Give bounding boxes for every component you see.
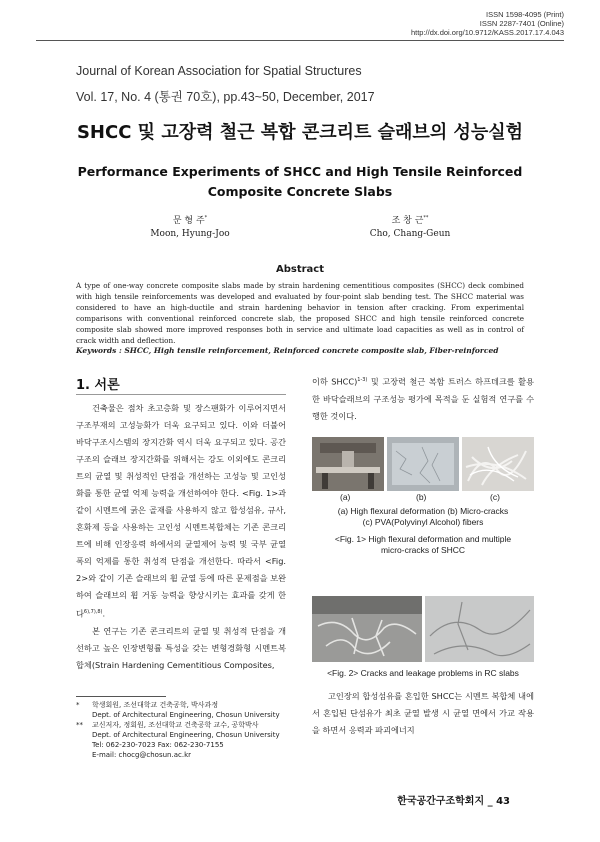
fig1-sub-line1: (a) High flexural deformation (b) Micro-cracks bbox=[337, 506, 509, 516]
section-heading: 1. 서론 bbox=[76, 378, 120, 393]
section-rule bbox=[76, 394, 286, 395]
author-2-mark: ** bbox=[423, 215, 429, 221]
doi-link[interactable]: http://dx.doi.org/10.9712/KASS.2017.17.4.043 bbox=[410, 28, 564, 37]
footnote-1 bbox=[76, 700, 296, 720]
fig1-sub-line2: (c) PVA(Polyvinyl Alcohol) fibers bbox=[362, 517, 484, 527]
keywords: Keywords : SHCC, High tensile reinforcement, Reinforced concrete composite slab, Fiber-reinforced bbox=[76, 346, 499, 355]
footnote-2 bbox=[76, 720, 296, 760]
footnote-2-line3: Tel: 062-230-7023 Fax: 062-230-7155 bbox=[92, 741, 224, 749]
fig1-label-a: (a) bbox=[340, 492, 351, 502]
fig2-caption: <Fig. 2> Cracks and leakage problems in RC slabs bbox=[327, 668, 519, 678]
issn-online: ISSN 2287-7401 (Online) bbox=[479, 19, 564, 28]
title-english-line2: Composite Concrete Slabs bbox=[207, 184, 393, 199]
fig1-label-b: (b) bbox=[416, 492, 427, 502]
author-2-korean: 조 창 근 bbox=[391, 216, 424, 226]
author-1-mark: * bbox=[204, 215, 208, 221]
footnote-1-line2: Dept. of Architectural Engineering, Chosun University bbox=[92, 711, 280, 719]
fig2-right-image bbox=[425, 596, 534, 662]
footnote-2-mark: ** bbox=[76, 721, 83, 729]
header-rule bbox=[36, 40, 564, 41]
footnote-2-line2: Dept. of Architectural Engineering, Chosun University bbox=[92, 731, 280, 739]
author-2-english: Cho, Chang-Geun bbox=[369, 229, 451, 239]
paper-title-english bbox=[60, 162, 540, 202]
body-right-bottom bbox=[312, 688, 534, 739]
fig1c-image bbox=[462, 437, 534, 491]
journal-name: Journal of Korean Association for Spatial Structures bbox=[76, 64, 362, 78]
footnote-rule bbox=[76, 696, 166, 697]
fig1a-image bbox=[312, 437, 384, 491]
ref-1-3: 1-3) bbox=[357, 377, 368, 383]
body-right-paragraph-2: 고인장의 합성섬유를 혼입한 SHCC는 시멘트 복합체 내에서 혼입된 단섬유가 최초 균열 발생 시 균열 면에서 가교 작용을 하면서 응력과 파괴에너지 bbox=[312, 691, 534, 735]
page-footer: 한국공간구조학회지 _ 43 bbox=[397, 796, 510, 807]
issn-print: ISSN 1598-4095 (Print) bbox=[486, 10, 564, 19]
body-right-paragraph-1: 이하 SHCC)$^{1-3)}$ 및 고장력 철근 복합 트러스 하프데크를 활용한 바닥슬래브의 구조성능 평가에 목적을 둔 실험적 연구를 수행한 것이다. bbox=[312, 376, 534, 421]
fig1b-image bbox=[387, 437, 459, 491]
author-1 bbox=[110, 212, 270, 241]
footnote-2-email[interactable]: E-mail: chocg@chosun.ac.kr bbox=[92, 751, 191, 759]
journal-volume: Vol. 17, No. 4 (통권 70호), pp.43~50, December, 2017 bbox=[76, 90, 375, 104]
fig1-caption bbox=[312, 534, 534, 556]
footnote-1-mark: * bbox=[76, 701, 80, 709]
fig1-label-c: (c) bbox=[490, 492, 500, 502]
fig1-caption-line2: micro-cracks of SHCC bbox=[380, 545, 466, 555]
fig2-left-image bbox=[312, 596, 422, 662]
body-left-column bbox=[76, 400, 286, 674]
footnote-1-line1: 학생회원, 조선대학교 건축공학, 박사과정 bbox=[92, 701, 219, 709]
footnotes bbox=[76, 700, 296, 760]
body-left-paragraph-1: 건축물은 점차 초고층화 및 장스팬화가 이루어지면서 구조부재의 고성능화가 더욱 요구되고 있다. 이와 더불어 바닥구조시스템의 장지간화 역시 더욱 요구되고 있다. 공간구조의 슬래브 장지간화를 위해서는 강도 이외에도 콘크리트의 균열 및 취성적인 단점을 개선하는 고성능 및 고인성화를 통한 균열 억제 능력을 개선하여야 한다. <Fig. 1>과 같이 시멘트에 굵은 골재를 사용하지 않고 합성섬유, 규사, 혼화제 등을 사용하는 고인성 시멘트복합체는 기존 콘크리트에 비해 인장응력 하에서의 균열제어 능력 및 국부 균열폭의 억제를 통한 취성적 단점을 개선한다. 따라서 <Fig. 2>와 같이 기존 슬래브의 휨 균열 등에 따른 문제점을 보완하여 슬래브의 휨 거동 능력을 향상시키는 효과를 갖게 한다$^{6),7),8)}$. bbox=[76, 403, 286, 619]
title-english-line1: Performance Experiments of SHCC and High Tensile Reinforced bbox=[77, 164, 523, 179]
body-left-paragraph-2: 본 연구는 기존 콘크리트의 균열 및 취성적 단점을 개선하고 높은 인장변형률 특성을 갖는 변형경화형 시멘트복합체(Strain Hardening Cementitious Composites, bbox=[76, 625, 286, 670]
fig1-images bbox=[312, 437, 534, 491]
author-2 bbox=[330, 212, 490, 241]
abstract-text: A type of one-way concrete composite slabs made by strain hardening cementitious composites (SHCC) deck combined with high tensile reinforcements was developed and evaluated by four-point slab bending test. The SHCC material was considered to have an high-ductile and strain hardening behavior in tension after cracking. From experimental comparisons with conventional reinforced concrete slab, the proposed SHCC and high tensile reinforced concrete composite slab showed more improved responses both in service and ultimate load capacities as well as in control of crack width and deflection. bbox=[76, 281, 524, 345]
fig2-images bbox=[312, 596, 534, 662]
fig1-caption-line1: <Fig. 1> High flexural deformation and multiple bbox=[334, 534, 512, 544]
author-1-korean: 문 형 주 bbox=[172, 216, 205, 226]
paper-title-korean: SHCC 및 고장력 철근 복합 콘크리트 슬래브의 성능실험 bbox=[76, 122, 524, 143]
footnote-2-line1: 교신저자, 정회원, 조선대학교 건축공학 교수, 공학박사 bbox=[92, 721, 259, 729]
fig1-subcaption bbox=[312, 506, 534, 528]
abstract-heading: Abstract bbox=[275, 264, 325, 275]
ref-6-8: 6),7),8) bbox=[83, 609, 103, 615]
issn-block bbox=[411, 10, 564, 37]
author-1-english: Moon, Hyung-Joo bbox=[150, 229, 230, 239]
body-right-top bbox=[312, 372, 534, 425]
